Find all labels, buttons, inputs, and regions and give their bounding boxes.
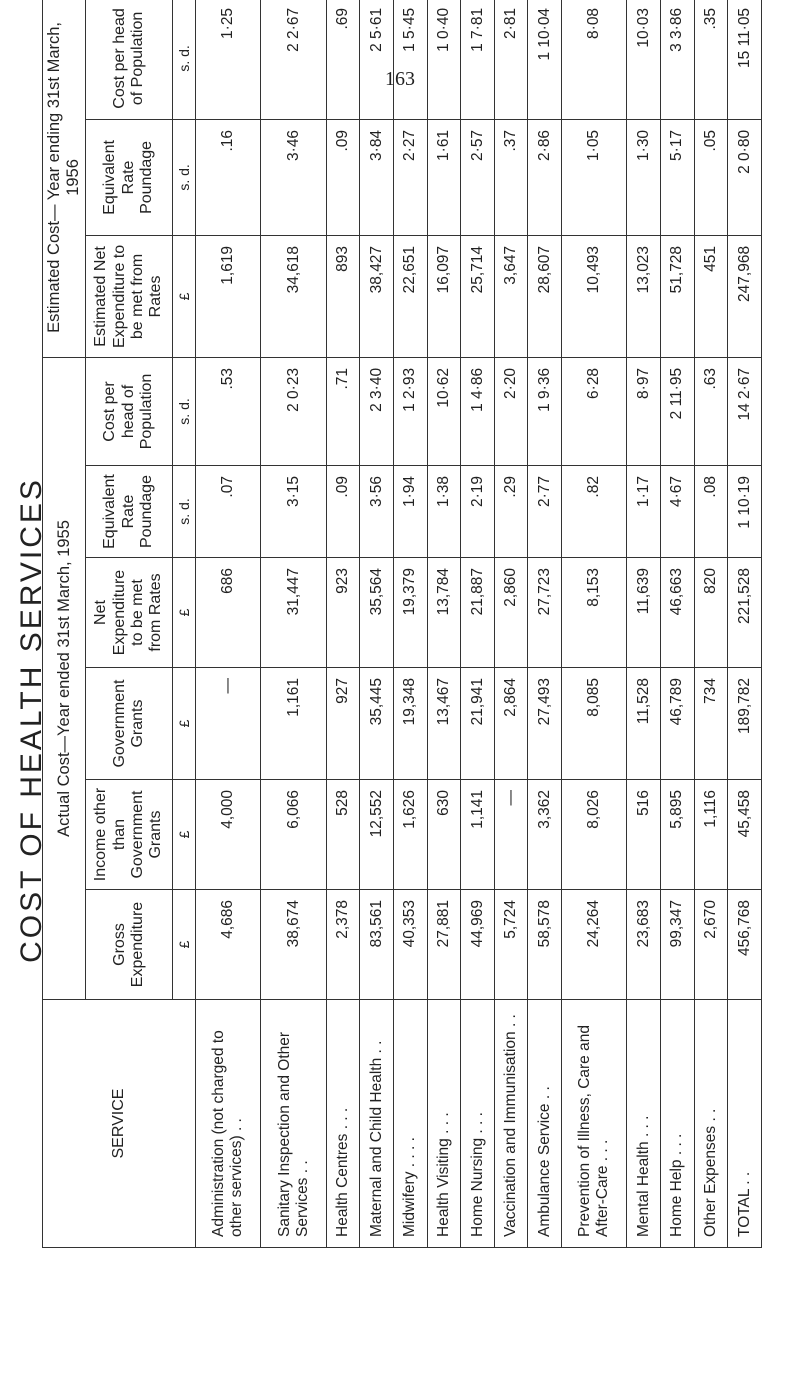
income-cell: 8,026 — [562, 780, 627, 890]
rate55-cell: .82 — [562, 466, 627, 558]
estnet-cell: 16,097 — [427, 235, 461, 357]
grants-cell: 13,467 — [427, 668, 461, 780]
cost56-cell: 10·03 — [627, 0, 661, 119]
grants-cell: — — [196, 668, 261, 780]
cost56-cell: 1 0·40 — [427, 0, 461, 119]
table-row — [528, 0, 562, 1248]
rate56-cell: 1·30 — [627, 119, 661, 235]
rate56-cell: 2·86 — [528, 119, 562, 235]
rate55-cell: 1·38 — [427, 466, 461, 558]
cost55-cell: 8·97 — [627, 357, 661, 465]
income-header: Income other than Government Grants — [86, 780, 173, 890]
gross-cell: 2,670 — [694, 890, 728, 1000]
estimated-cost-group-header: Estimated Cost— Year ending 31st March, 1956 — [43, 0, 86, 357]
rate55-cell: 1·17 — [627, 466, 661, 558]
cost56-cell: 1 10·04 — [528, 0, 562, 119]
rate56-cell: .09 — [326, 119, 360, 235]
table-row — [261, 0, 326, 1248]
cost-table-container — [42, 0, 762, 1248]
service-name: Health Centres . . . — [326, 1000, 360, 1248]
rate56-cell: .37 — [494, 119, 528, 235]
service-name: Midwifery . . . . — [394, 1000, 428, 1248]
cost55-cell: 2 0·23 — [261, 357, 326, 465]
total-estnet: 247,968 — [728, 235, 762, 357]
unit-label: s. d. — [173, 357, 196, 465]
rate55-cell: .07 — [196, 466, 261, 558]
cost56-cell: 2 2·67 — [261, 0, 326, 119]
estnet-cell: 3,647 — [494, 235, 528, 357]
grants-cell: 35,445 — [360, 668, 394, 780]
net-cell: 820 — [694, 558, 728, 668]
unit-label: £ — [173, 558, 196, 668]
rate56-cell: 3·84 — [360, 119, 394, 235]
net-cell: 13,784 — [427, 558, 461, 668]
cost56-cell: 1·25 — [196, 0, 261, 119]
total-label: TOTAL . . — [728, 1000, 762, 1248]
estnet-cell: 38,427 — [360, 235, 394, 357]
unit-label: £ — [173, 780, 196, 890]
rate56-cell: 3·46 — [261, 119, 326, 235]
gross-cell: 58,578 — [528, 890, 562, 1000]
rate55-cell: .09 — [326, 466, 360, 558]
gross-cell: 44,969 — [461, 890, 495, 1000]
unit-label: s. d. — [173, 466, 196, 558]
unit-label: £ — [173, 890, 196, 1000]
cost55-cell: 2·20 — [494, 357, 528, 465]
grants-cell: 927 — [326, 668, 360, 780]
gross-cell: 99,347 — [661, 890, 695, 1000]
total-row — [728, 0, 762, 1248]
service-name: Sanitary Inspection and Other Services . . — [261, 1000, 326, 1248]
total-grants: 189,782 — [728, 668, 762, 780]
service-name: Home Nursing . . . — [461, 1000, 495, 1248]
estnet-cell: 13,023 — [627, 235, 661, 357]
net-expenditure-header: Net Expenditure to be met from Rates — [86, 558, 173, 668]
income-cell: 5,895 — [661, 780, 695, 890]
income-cell: 1,116 — [694, 780, 728, 890]
cost55-cell: .71 — [326, 357, 360, 465]
net-cell: 46,663 — [661, 558, 695, 668]
estnet-cell: 10,493 — [562, 235, 627, 357]
estimated-net-expenditure-header: Estimated Net Expenditure to be met from Rates — [86, 235, 173, 357]
service-name: Health Visiting . . . — [427, 1000, 461, 1248]
estnet-cell: 34,618 — [261, 235, 326, 357]
cost56-cell: 2 5·61 — [360, 0, 394, 119]
service-name: Vaccination and Immunisation . . — [494, 1000, 528, 1248]
total-rate56: 2 0·80 — [728, 119, 762, 235]
cost55-cell: .63 — [694, 357, 728, 465]
estnet-cell: 25,714 — [461, 235, 495, 357]
cost56-cell: 1 7·81 — [461, 0, 495, 119]
government-grants-header: Government Grants — [86, 668, 173, 780]
table-row — [461, 0, 495, 1248]
rate55-cell: .08 — [694, 466, 728, 558]
net-cell: 2,860 — [494, 558, 528, 668]
service-name: Maternal and Child Health . . — [360, 1000, 394, 1248]
table-row — [694, 0, 728, 1248]
income-cell: 1,626 — [394, 780, 428, 890]
rate-poundage-1956-header: Equivalent Rate Poundage — [86, 119, 173, 235]
table-row — [360, 0, 394, 1248]
rate56-cell: 1·05 — [562, 119, 627, 235]
grants-cell: 2,864 — [494, 668, 528, 780]
side-title-text: COST OF HEALTH SERVICES — [15, 477, 48, 963]
grants-cell: 21,941 — [461, 668, 495, 780]
service-name: Other Expenses . . — [694, 1000, 728, 1248]
gross-cell: 2,378 — [326, 890, 360, 1000]
gross-expenditure-header: Gross Expenditure — [86, 890, 173, 1000]
rate55-cell: 1·94 — [394, 466, 428, 558]
grants-cell: 27,493 — [528, 668, 562, 780]
estnet-cell: 51,728 — [661, 235, 695, 357]
cost56-cell: 2·81 — [494, 0, 528, 119]
service-header: SERVICE — [43, 1000, 196, 1248]
service-name: Mental Health . . . — [627, 1000, 661, 1248]
gross-cell: 38,674 — [261, 890, 326, 1000]
cost56-cell: .35 — [694, 0, 728, 119]
service-name: Prevention of Illness, Care and After-Care . . . — [562, 1000, 627, 1248]
income-cell: 1,141 — [461, 780, 495, 890]
cost-per-head-1955-header: Cost per head of Population — [86, 357, 173, 465]
net-cell: 27,723 — [528, 558, 562, 668]
gross-cell: 27,881 — [427, 890, 461, 1000]
income-cell: — — [494, 780, 528, 890]
cost56-cell: .69 — [326, 0, 360, 119]
rate56-cell: 1·61 — [427, 119, 461, 235]
rate55-cell: .29 — [494, 466, 528, 558]
unit-label: s. d. — [173, 0, 196, 119]
gross-cell: 40,353 — [394, 890, 428, 1000]
grants-cell: 19,348 — [394, 668, 428, 780]
cost55-cell: 1 4·86 — [461, 357, 495, 465]
rate55-cell: 2·77 — [528, 466, 562, 558]
income-cell: 12,552 — [360, 780, 394, 890]
actual-cost-group-header: Actual Cost—Year ended 31st March, 1955 — [43, 357, 86, 999]
estnet-cell: 28,607 — [528, 235, 562, 357]
table-row — [627, 0, 661, 1248]
grants-cell: 1,161 — [261, 668, 326, 780]
cost-table — [42, 0, 762, 1248]
income-cell: 528 — [326, 780, 360, 890]
total-gross: 456,768 — [728, 890, 762, 1000]
cost55-cell: 2 11·95 — [661, 357, 695, 465]
net-cell: 686 — [196, 558, 261, 668]
grants-cell: 46,789 — [661, 668, 695, 780]
cost55-cell: 6·28 — [562, 357, 627, 465]
cost55-cell: 1 2·93 — [394, 357, 428, 465]
estnet-cell: 893 — [326, 235, 360, 357]
rate56-cell: .16 — [196, 119, 261, 235]
total-rate55: 1 10·19 — [728, 466, 762, 558]
net-cell: 19,379 — [394, 558, 428, 668]
gross-cell: 83,561 — [360, 890, 394, 1000]
page-number: 163 — [385, 68, 415, 90]
income-cell: 516 — [627, 780, 661, 890]
estnet-cell: 451 — [694, 235, 728, 357]
total-cost55: 14 2·67 — [728, 357, 762, 465]
unit-label: £ — [173, 668, 196, 780]
table-row — [494, 0, 528, 1248]
rate55-cell: 4·67 — [661, 466, 695, 558]
rate-poundage-1955-header: Equivalent Rate Poundage — [86, 466, 173, 558]
estnet-cell: 1,619 — [196, 235, 261, 357]
net-cell: 11,639 — [627, 558, 661, 668]
table-row — [196, 0, 261, 1248]
rate56-cell: .05 — [694, 119, 728, 235]
income-cell: 4,000 — [196, 780, 261, 890]
service-name: Home Help . . . — [661, 1000, 695, 1248]
cost55-cell: 1 9·36 — [528, 357, 562, 465]
service-name: Administration (not charged to other services) . . — [196, 1000, 261, 1248]
grants-cell: 734 — [694, 668, 728, 780]
table-row — [427, 0, 461, 1248]
cost56-cell: 1 5·45 — [394, 0, 428, 119]
rate56-cell: 2·27 — [394, 119, 428, 235]
cost-per-head-1956-header: Cost per head of Population — [86, 0, 173, 119]
cost56-cell: 3 3·86 — [661, 0, 695, 119]
table-row — [562, 0, 627, 1248]
total-income: 45,458 — [728, 780, 762, 890]
total-net: 221,528 — [728, 558, 762, 668]
cost55-cell: 10·62 — [427, 357, 461, 465]
income-cell: 3,362 — [528, 780, 562, 890]
unit-label: £ — [173, 235, 196, 357]
gross-cell: 24,264 — [562, 890, 627, 1000]
gross-cell: 4,686 — [196, 890, 261, 1000]
service-name: Ambulance Service . . — [528, 1000, 562, 1248]
total-cost56: 15 11·05 — [728, 0, 762, 119]
table-row — [326, 0, 360, 1248]
table-row — [394, 0, 428, 1248]
net-cell: 35,564 — [360, 558, 394, 668]
grants-cell: 11,528 — [627, 668, 661, 780]
rate56-cell: 2·57 — [461, 119, 495, 235]
cost55-cell: 2 3·40 — [360, 357, 394, 465]
cost56-cell: 8·08 — [562, 0, 627, 119]
estnet-cell: 22,651 — [394, 235, 428, 357]
grants-cell: 8,085 — [562, 668, 627, 780]
net-cell: 21,887 — [461, 558, 495, 668]
cost55-cell: .53 — [196, 357, 261, 465]
income-cell: 6,066 — [261, 780, 326, 890]
rate56-cell: 5·17 — [661, 119, 695, 235]
gross-cell: 23,683 — [627, 890, 661, 1000]
net-cell: 8,153 — [562, 558, 627, 668]
rate55-cell: 3·15 — [261, 466, 326, 558]
rate55-cell: 3·56 — [360, 466, 394, 558]
income-cell: 630 — [427, 780, 461, 890]
unit-label: s. d. — [173, 119, 196, 235]
gross-cell: 5,724 — [494, 890, 528, 1000]
table-row — [661, 0, 695, 1248]
net-cell: 923 — [326, 558, 360, 668]
net-cell: 31,447 — [261, 558, 326, 668]
rate55-cell: 2·19 — [461, 466, 495, 558]
